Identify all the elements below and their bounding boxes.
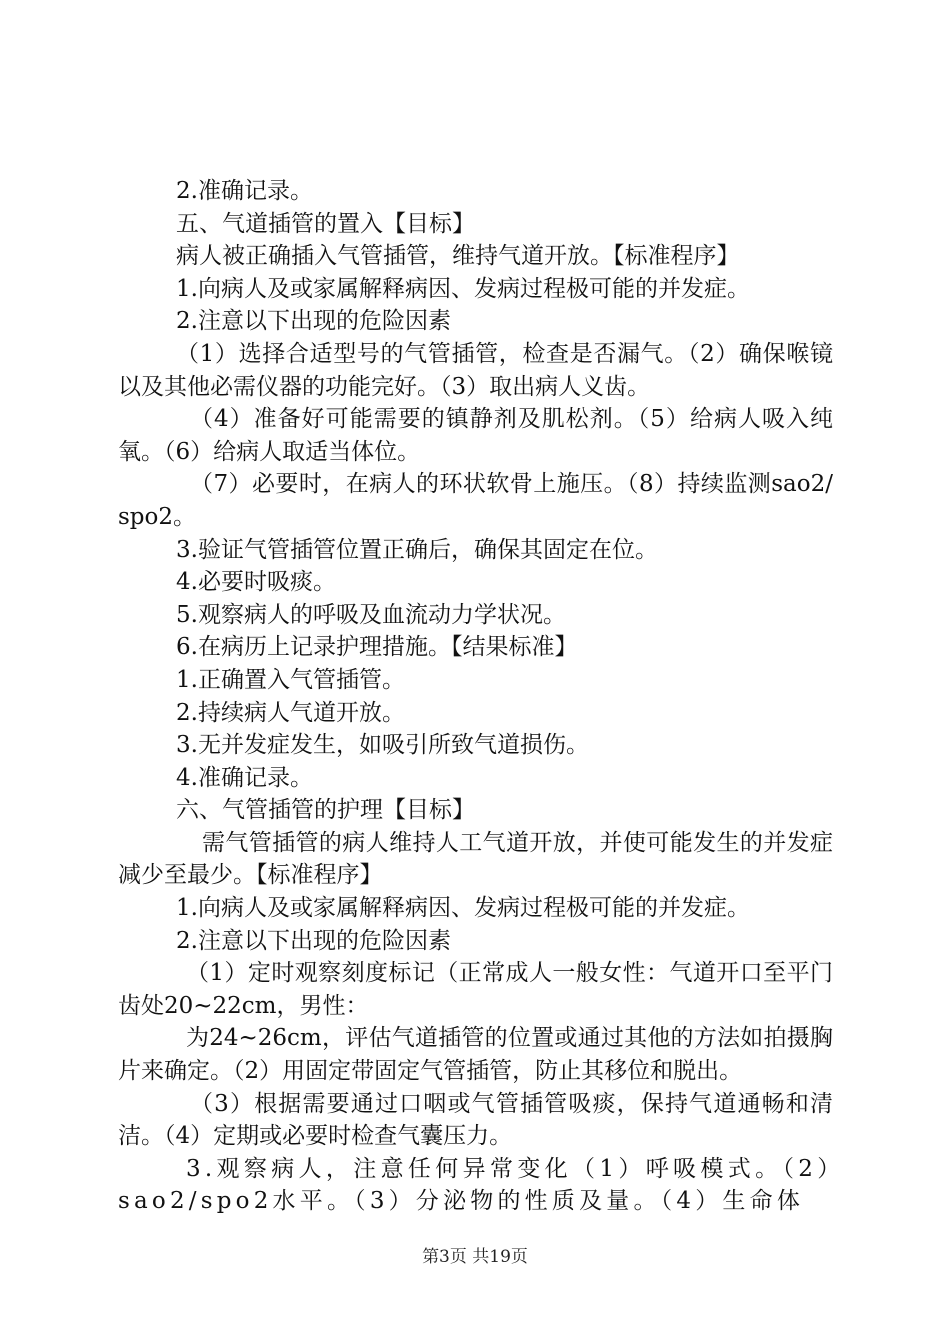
paragraph: 需气管插管的病人维持人工气道开放，并使可能发生的并发症减少至最少。【标准程序】 bbox=[118, 829, 833, 889]
paragraph: 3.观察病人，注意任何异常变化（1）呼吸模式。（2）sao2/spo2水平。（3）分泌物的性质及量。（4）生命体 bbox=[118, 1155, 833, 1215]
paragraph: 为24~26cm，评估气道插管的位置或通过其他的方法如拍摄胸片来确定。（2）用固定带固定气管插管，防止其移位和脱出。 bbox=[118, 1025, 833, 1085]
section-heading: 五、气道插管的置入【目标】 bbox=[176, 210, 475, 237]
paragraph: （3）根据需要通过口咽或气管插管吸痰，保持气道通畅和清洁。（4）定期或必要时检查气囊压力。 bbox=[118, 1090, 833, 1150]
paragraph: （7）必要时，在病人的环状软骨上施压。（8）持续监测sao2/spo2。 bbox=[118, 471, 833, 530]
paragraph: 2.注意以下出现的危险因素 bbox=[176, 308, 451, 335]
paragraph: 2.持续病人气道开放。 bbox=[176, 699, 405, 726]
document-body bbox=[118, 175, 833, 1218]
paragraph: 1.正确置入气管插管。 bbox=[176, 666, 405, 693]
page-number: 第3页 共19页 bbox=[422, 1247, 528, 1267]
paragraph: （1）选择合适型号的气管插管，检查是否漏气。（2）确保喉镜以及其他必需仪器的功能完好。（3）取出病人义齿。 bbox=[118, 340, 833, 400]
paragraph: 4.准确记录。 bbox=[176, 764, 313, 791]
paragraph: （1）定时观察刻度标记（正常成人一般女性：气道开口至平门齿处20~22cm，男性： bbox=[118, 960, 833, 1019]
paragraph: 1.向病人及或家属解释病因、发病过程极可能的并发症。 bbox=[176, 275, 750, 302]
paragraph: 3.验证气管插管位置正确后，确保其固定在位。 bbox=[176, 536, 658, 563]
section-heading: 六、气管插管的护理【目标】 bbox=[176, 797, 475, 824]
paragraph: 5.观察病人的呼吸及血流动力学状况。 bbox=[176, 601, 566, 628]
paragraph: 病人被正确插入气管插管，维持气道开放。【标准程序】 bbox=[176, 243, 740, 270]
paragraph: （4）准备好可能需要的镇静剂及肌松剂。（5）给病人吸入纯氧。（6）给病人取适当体位。 bbox=[118, 406, 833, 465]
paragraph: 1.向病人及或家属解释病因、发病过程极可能的并发症。 bbox=[176, 895, 750, 922]
paragraph: 2.注意以下出现的危险因素 bbox=[176, 927, 451, 954]
paragraph: 6.在病历上记录护理措施。【结果标准】 bbox=[176, 634, 578, 661]
paragraph: 2.准确记录。 bbox=[176, 178, 313, 204]
paragraph: 4.必要时吸痰。 bbox=[176, 569, 336, 596]
paragraph: 3.无并发症发生，如吸引所致气道损伤。 bbox=[176, 732, 589, 759]
